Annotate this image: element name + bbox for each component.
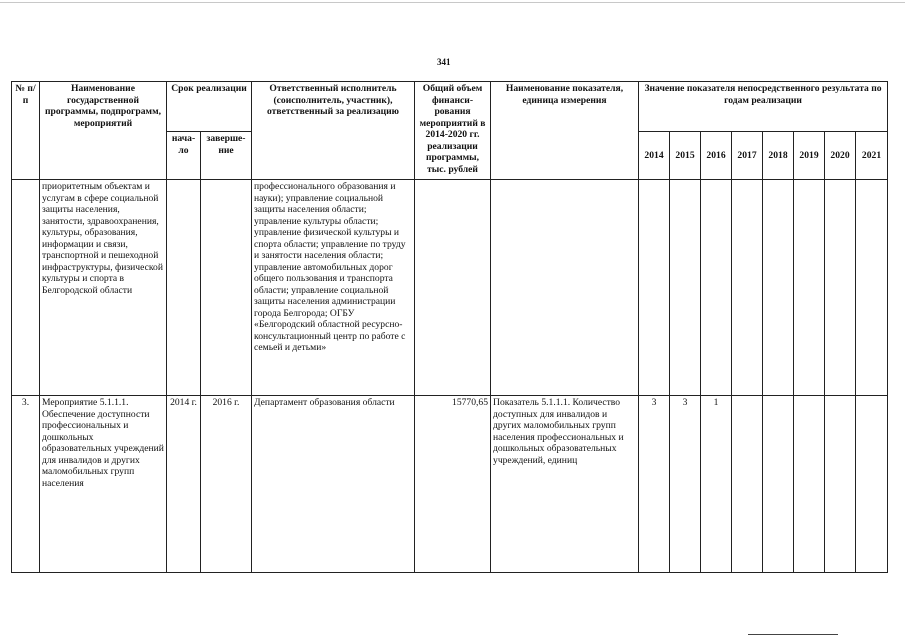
row-value-2018: [763, 396, 794, 573]
header-term-end: заверше-ние: [201, 132, 252, 180]
row-value-2015: [670, 180, 701, 396]
header-year-2015: 2015: [670, 132, 701, 180]
row-num: 3.: [12, 396, 40, 573]
row-executor: профессионального образования и науки); управление социальной защиты населения области; управление культуры области; управление физической культуры и спорта области; управление по труду и занятости населения области; управление автомобильных дорог общего пользования и транспорта области; управление социальной защиты населения администрации города Белгорода; ОГБУ «Белгородский областной ресурсно-консультационный центр по работе с семьей и детьми»: [252, 180, 415, 396]
row-start: [167, 180, 201, 396]
header-year-2019: 2019: [794, 132, 825, 180]
header-values-group: Значение показателя непосредственного результата по годам реализации: [639, 82, 888, 132]
row-num: [12, 180, 40, 396]
header-year-2018: 2018: [763, 132, 794, 180]
header-num: № п/п: [12, 82, 40, 180]
header-year-2020: 2020: [825, 132, 856, 180]
row-value-2017: [732, 180, 763, 396]
row-value-2015: 3: [670, 396, 701, 573]
row-value-2016: [701, 180, 732, 396]
program-table: [11, 81, 888, 573]
header-name: Наименование государственной программы, подпрограмм, мероприятий: [40, 82, 167, 180]
row-value-2014: 3: [639, 396, 670, 573]
row-value-2021: [856, 396, 888, 573]
row-value-2020: [825, 180, 856, 396]
row-name: приоритетным объектам и услугам в сфере социальной защиты населения, занятости, здравоохранения, культуры, образования, информации и связи, транспортной и пешеходной инфраструктуры, физической культуры и спорта в Белгородской области: [40, 180, 167, 396]
row-value-2019: [794, 396, 825, 573]
row-name: Мероприятие 5.1.1.1. Обеспечение доступности профессиональных и дошкольных образовательных учреждений для инвалидов и других маломобильных групп населения: [40, 396, 167, 573]
row-end: 2016 г.: [201, 396, 252, 573]
row-end: [201, 180, 252, 396]
row-executor: Департамент образования области: [252, 396, 415, 573]
table-row: [12, 396, 888, 573]
footer-rule: [748, 634, 838, 635]
row-value-2018: [763, 180, 794, 396]
header-volume: Общий объем финанси-рования мероприятий в 2014-2020 гг. реализации программы, тыс. рублей: [415, 82, 491, 180]
header-year-2017: 2017: [732, 132, 763, 180]
header-indicator: Наименование показателя, единица измерения: [491, 82, 639, 180]
row-start: 2014 г.: [167, 396, 201, 573]
row-value-2020: [825, 396, 856, 573]
row-value-2016: 1: [701, 396, 732, 573]
row-value-2017: [732, 396, 763, 573]
header-year-2021: 2021: [856, 132, 888, 180]
top-scan-edge: [0, 2, 905, 3]
header-year-2016: 2016: [701, 132, 732, 180]
row-value-2019: [794, 180, 825, 396]
header-term-start: нача-ло: [167, 132, 201, 180]
row-volume: 15770,65: [415, 396, 491, 573]
row-value-2021: [856, 180, 888, 396]
row-indicator: [491, 180, 639, 396]
header-year-2014: 2014: [639, 132, 670, 180]
header-executor: Ответственный исполнитель (соисполнитель, участник), ответственный за реализацию: [252, 82, 415, 180]
row-volume: [415, 180, 491, 396]
row-value-2014: [639, 180, 670, 396]
row-indicator: Показатель 5.1.1.1. Количество доступных для инвалидов и других маломобильных групп населения профессиональных и дошкольных образовательных учреждений, единиц: [491, 396, 639, 573]
header-term: Срок реализации: [167, 82, 252, 132]
table-row: [12, 180, 888, 396]
page-number: 341: [437, 57, 451, 67]
